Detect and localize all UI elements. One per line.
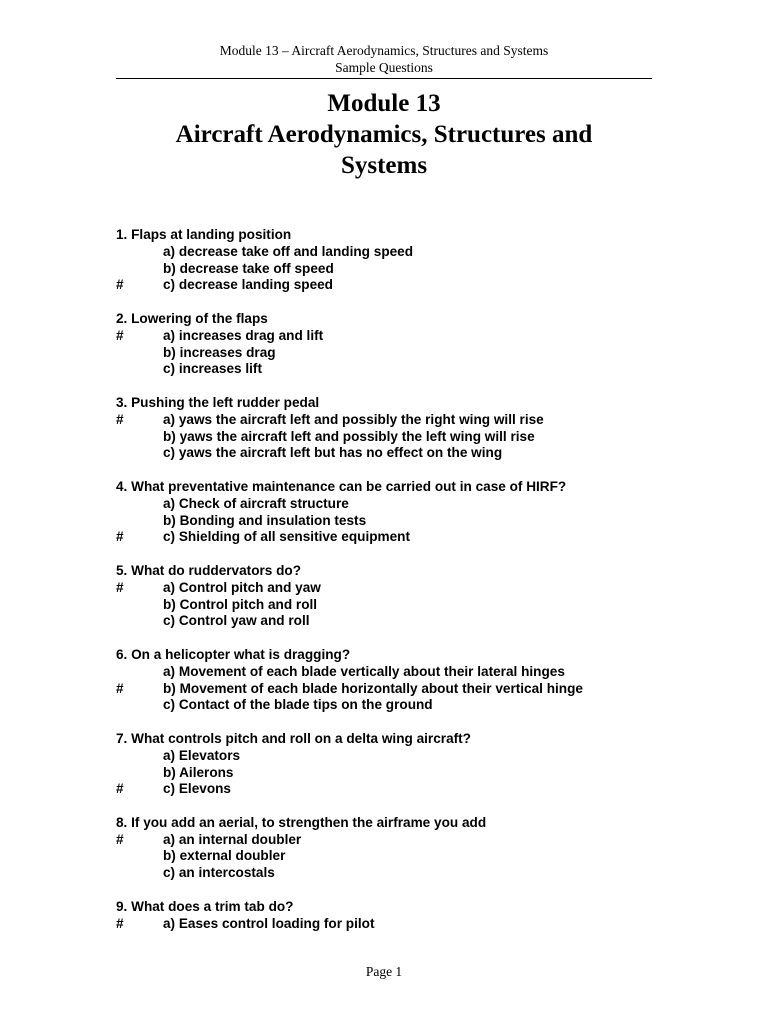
page-number: Page 1	[365, 964, 403, 979]
answer-option-text: a) Movement of each blade vertically about their lateral hinges	[163, 663, 565, 679]
correct-answer-marker: #	[116, 277, 124, 293]
answer-option-text: c) decrease landing speed	[163, 277, 333, 293]
question-text: 2. Lowering of the flaps	[116, 310, 268, 326]
answer-option-text: a) yaws the aircraft left and possibly the right wing will rise	[163, 411, 544, 427]
question-text: 9. What does a trim tab do?	[116, 898, 294, 914]
answer-option	[116, 412, 676, 429]
running-header-subtitle: Sample Questions	[335, 60, 433, 75]
question-text: 4. What preventative maintenance can be carried out in case of HIRF?	[116, 478, 567, 494]
question-item	[116, 899, 676, 933]
running-header-title: Module 13 – Aircraft Aerodynamics, Structures and Systems	[219, 43, 549, 58]
question-item	[116, 731, 676, 798]
answer-option	[116, 244, 676, 261]
answer-option	[116, 361, 676, 378]
question-text: 6. On a helicopter what is dragging?	[116, 646, 351, 662]
question-item	[116, 479, 676, 546]
correct-answer-marker: #	[116, 915, 124, 931]
answer-option-text: b) Ailerons	[163, 764, 234, 780]
question-text: 7. What controls pitch and roll on a delta wing aircraft?	[116, 730, 471, 746]
answer-option	[116, 832, 676, 849]
question-text: 3. Pushing the left rudder pedal	[116, 394, 320, 410]
answer-option	[116, 681, 676, 698]
answer-option-text: b) external doubler	[163, 848, 286, 864]
answer-option	[116, 261, 676, 278]
answer-option-text: c) Shielding of all sensitive equipment	[163, 529, 410, 545]
answer-option	[116, 496, 676, 513]
document-title-line-3: Systems	[340, 152, 428, 179]
document-title-line-1: Module 13	[327, 90, 441, 117]
answer-option	[116, 664, 676, 681]
answer-option-text: c) increases lift	[163, 361, 262, 377]
answer-option	[116, 697, 676, 714]
question-text: 1. Flaps at landing position	[116, 227, 292, 242]
question-item	[116, 563, 676, 630]
answer-option	[116, 580, 676, 597]
answer-option	[116, 513, 676, 530]
question-item	[116, 395, 676, 462]
correct-answer-marker: #	[116, 781, 124, 797]
answer-option	[116, 445, 676, 462]
correct-answer-marker: #	[116, 411, 124, 427]
answer-option	[116, 345, 676, 362]
answer-option	[116, 916, 676, 933]
answer-option	[116, 613, 676, 630]
document-title	[116, 88, 652, 181]
answer-option-text: a) Check of aircraft structure	[163, 495, 349, 511]
correct-answer-marker: #	[116, 529, 124, 545]
answer-option-text: a) Control pitch and yaw	[163, 579, 321, 595]
question-item	[116, 815, 676, 882]
answer-option-text: a) Elevators	[163, 747, 241, 763]
question-item	[116, 647, 676, 714]
correct-answer-marker: #	[116, 831, 124, 847]
answer-option-text: b) Control pitch and roll	[163, 596, 318, 612]
document-title-line-2: Aircraft Aerodynamics, Structures and	[175, 121, 593, 148]
correct-answer-marker: #	[116, 579, 124, 595]
answer-option	[116, 429, 676, 446]
answer-option-text: b) yaws the aircraft left and possibly the left wing will rise	[163, 428, 535, 444]
answer-option	[116, 529, 676, 546]
answer-option-text: b) Bonding and insulation tests	[163, 512, 367, 528]
answer-option	[116, 781, 676, 798]
answer-option	[116, 765, 676, 782]
answer-option-text: b) decrease take off speed	[163, 260, 334, 276]
header-divider	[116, 78, 652, 79]
question-text: 5. What do ruddervators do?	[116, 562, 302, 578]
answer-option	[116, 865, 676, 882]
question-item	[116, 227, 676, 294]
answer-option-text: a) Eases control loading for pilot	[163, 915, 375, 931]
question-text: 8. If you add an aerial, to strengthen the airframe you add	[116, 814, 487, 830]
answer-option-text: a) an internal doubler	[163, 831, 302, 847]
answer-option-text: b) increases drag	[163, 344, 276, 360]
running-header	[116, 42, 652, 76]
question-item	[116, 311, 676, 378]
answer-option-text: c) Contact of the blade tips on the ground	[163, 697, 433, 713]
answer-option-text: c) an intercostals	[163, 865, 275, 881]
correct-answer-marker: #	[116, 680, 124, 696]
answer-option-text: c) yaws the aircraft left but has no effect on the wing	[163, 445, 503, 461]
answer-option-text: c) Elevons	[163, 781, 231, 797]
correct-answer-marker: #	[116, 327, 124, 343]
question-list	[116, 227, 676, 949]
answer-option-text: b) Movement of each blade horizontally about their vertical hinge	[163, 680, 583, 696]
answer-option-text: c) Control yaw and roll	[163, 613, 310, 629]
answer-option	[116, 597, 676, 614]
answer-option-text: a) increases drag and lift	[163, 327, 324, 343]
page-footer	[116, 963, 652, 980]
answer-option	[116, 277, 676, 294]
answer-option	[116, 848, 676, 865]
answer-option	[116, 748, 676, 765]
answer-option-text: a) decrease take off and landing speed	[163, 243, 414, 259]
answer-option	[116, 328, 676, 345]
